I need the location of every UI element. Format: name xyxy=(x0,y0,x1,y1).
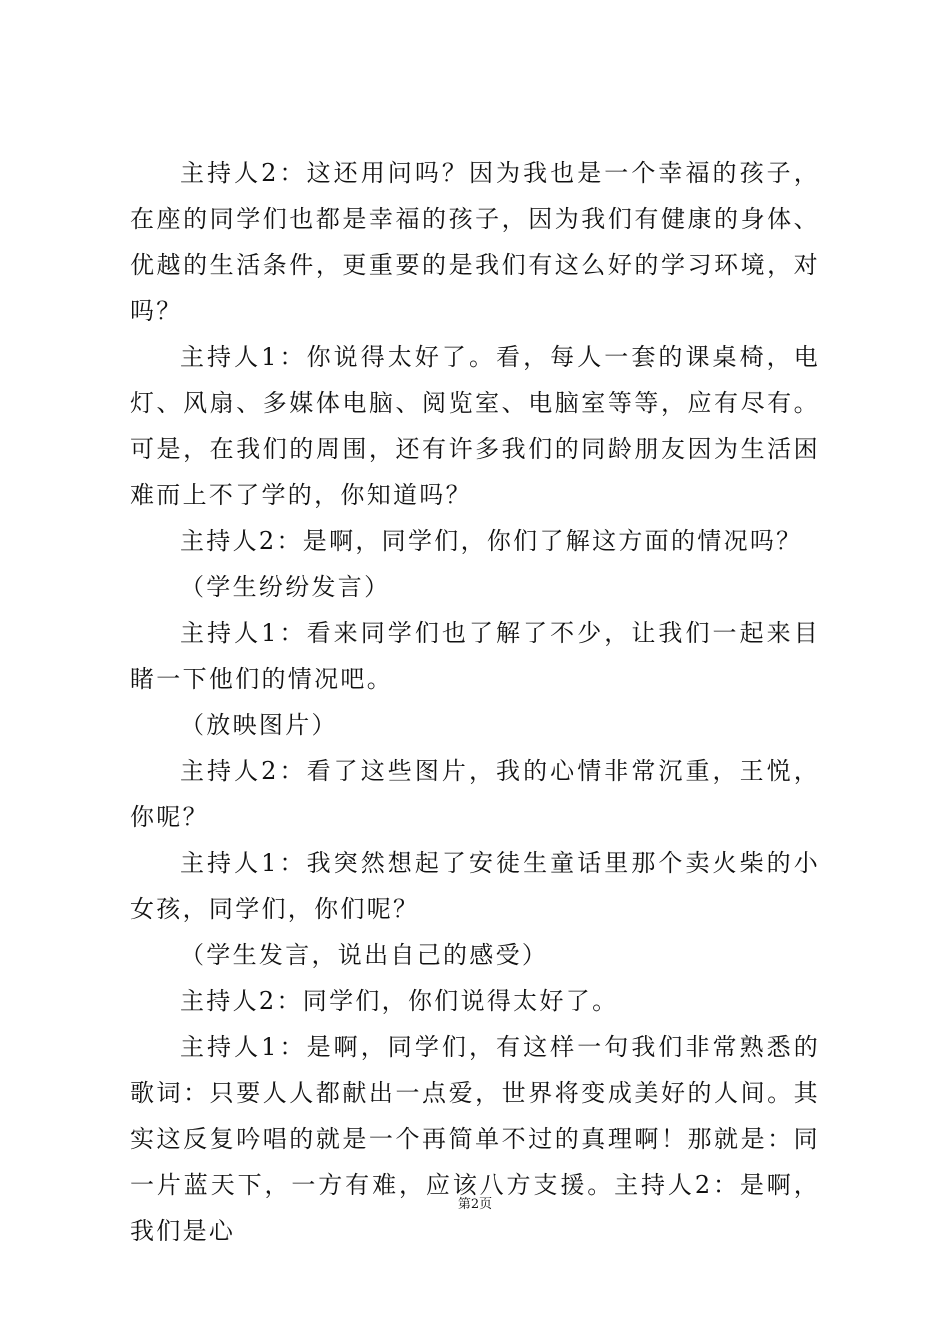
paragraph-5: 主持人1：看来同学们也了解了不少，让我们一起来目睹一下他们的情况吧。 xyxy=(130,619,820,693)
paragraph-3: 主持人2：是啊，同学们，你们了解这方面的情况吗？ xyxy=(180,527,803,555)
paragraph-1: 主持人2：这还用问吗？因为我也是一个幸福的孩子，在座的同学们也都是幸福的孩子，因为我们有健康的身体、优越的生活条件，更重要的是我们有这么好的学习环境，对吗？ xyxy=(130,159,820,325)
paragraph-11: 主持人1：是啊，同学们，有这样一句我们非常熟悉的歌词：只要人人都献出一点爱，世界将变成美好的人间。其实这反复吟唱的就是一个再简单不过的真理啊！那就是：同一片蓝天下，一方有难，应该八方支援。主持人2：是啊，我们是心 xyxy=(130,1033,820,1245)
paragraph-9: （学生发言，说出自己的感受） xyxy=(180,941,549,969)
paragraph-4: （学生纷纷发言） xyxy=(180,573,391,601)
paragraph-2: 主持人1：你说得太好了。看，每人一套的课桌椅，电灯、风扇、多媒体电脑、阅览室、电脑室等等，应有尽有。可是，在我们的周围，还有许多我们的同龄朋友因为生活困难而上不了学的，你知道吗？ xyxy=(130,343,820,509)
paragraph-7: 主持人2：看了这些图片，我的心情非常沉重，王悦，你呢？ xyxy=(130,757,820,831)
paragraph-6: （放映图片） xyxy=(180,711,338,739)
page-number: 第2页 xyxy=(457,1197,493,1212)
paragraph-10: 主持人2：同学们，你们说得太好了。 xyxy=(180,987,619,1015)
paragraph-8: 主持人1：我突然想起了安徒生童话里那个卖火柴的小女孩，同学们，你们呢？ xyxy=(130,849,820,923)
document-body xyxy=(130,150,820,1254)
